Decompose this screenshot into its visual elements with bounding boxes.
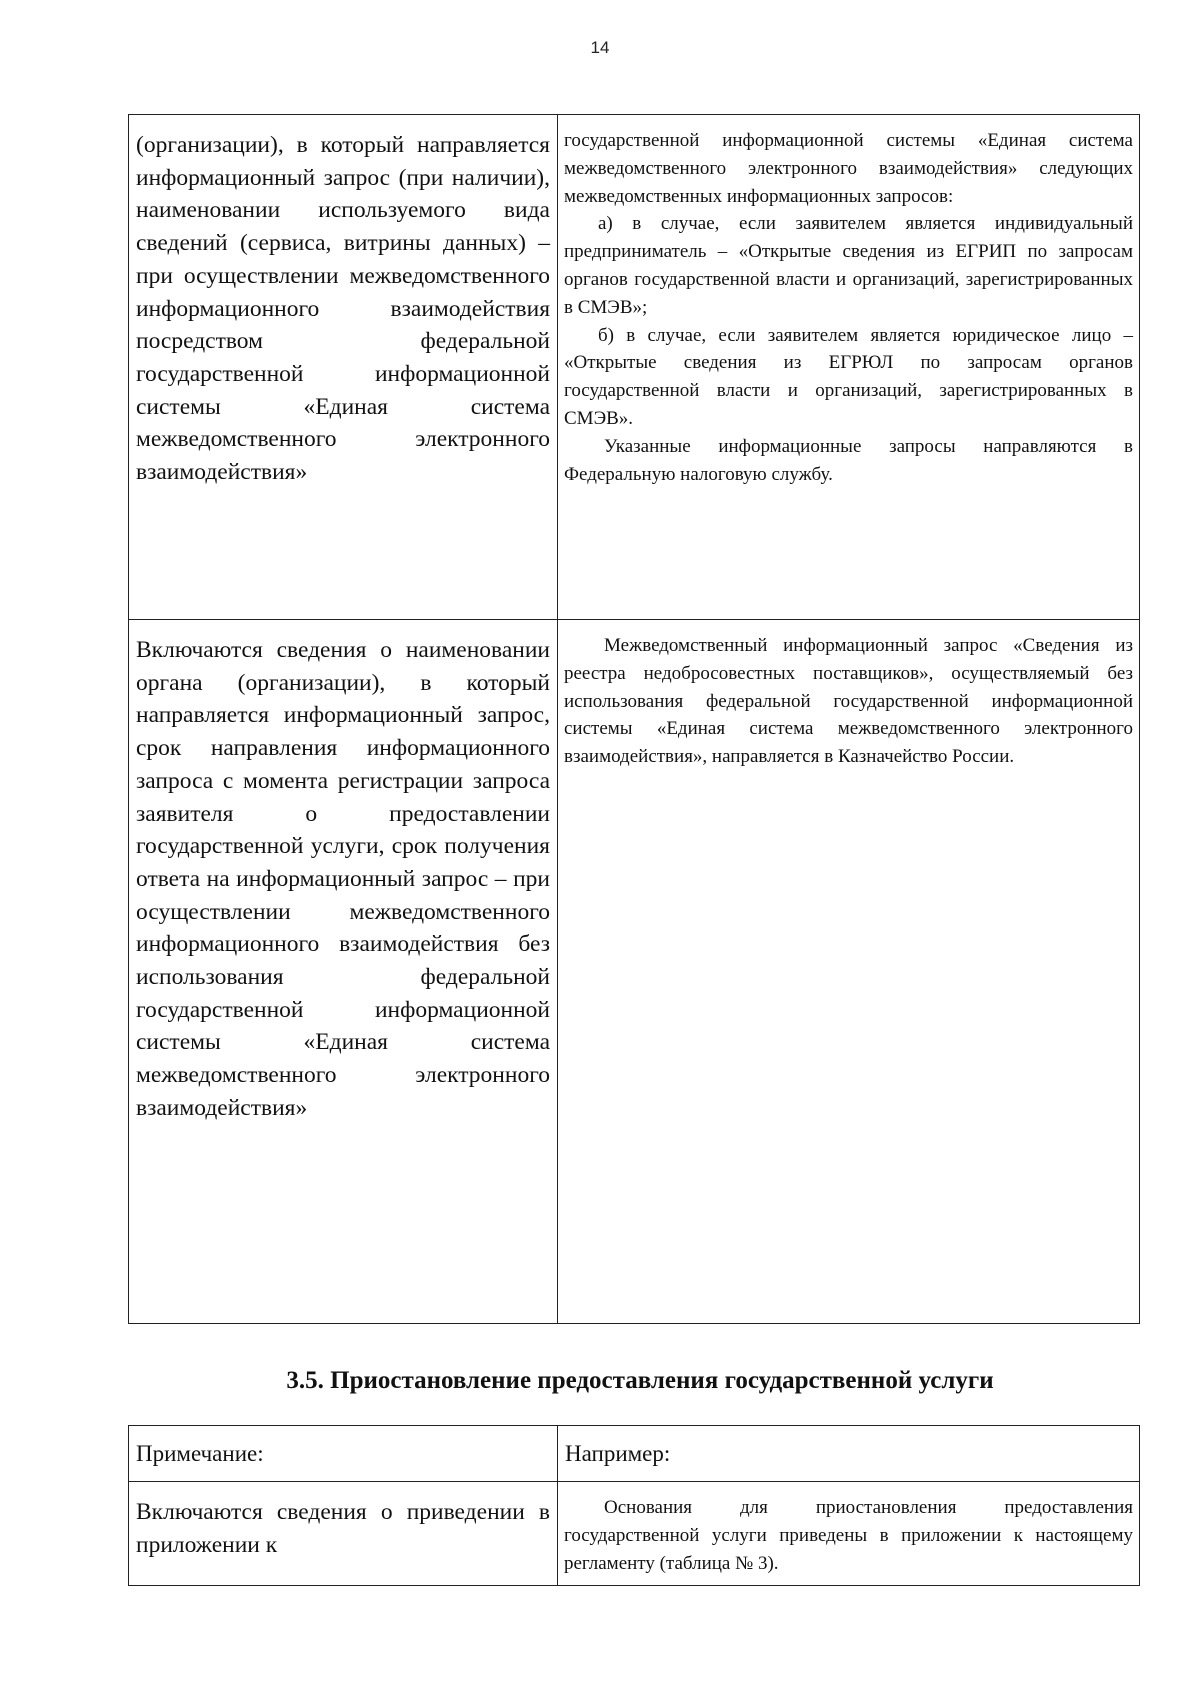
header-example: Например:: [558, 1426, 1140, 1482]
example-paragraph-conclusion: Указанные информационные запросы направляются в Федеральную налоговую службу.: [564, 435, 1133, 485]
page-number: 14: [590, 38, 610, 57]
header-note: Примечание:: [129, 1426, 558, 1482]
requests-table: [128, 114, 1140, 1324]
example-paragraph-a: а) в случае, если заявителем является индивидуальный предприниматель – «Открытые сведения из ЕГРИП по запросам органов государственной власти и организаций, зарегистрированных в СМЭВ»;: [564, 213, 1133, 318]
section-heading: 3.5. Приостановление предоставления государственной услуги: [286, 1367, 994, 1394]
example-cell: [558, 115, 1140, 620]
example-paragraph: государственной информационной системы «Единая система межведомственного электронного взаимодействия» следующих межведомственных информационных запросов:: [564, 130, 1133, 207]
note-cell: [129, 620, 558, 1324]
example-paragraph: Межведомственный информационный запрос «Сведения из реестра недобросовестных поставщиков», осуществляемый без использования федеральной государственной информационной системы «Единая система межведомственного электронного взаимодействия», направляется в Казначейство России.: [564, 635, 1133, 768]
note-cell: [129, 1482, 558, 1586]
example-paragraph: Основания для приостановления предоставления государственной услуги приведены в приложении к настоящему регламенту (таблица № 3).: [564, 1497, 1133, 1574]
table-row: [129, 115, 1140, 620]
note-text: Включаются сведения о приведении в приложении к: [136, 1499, 550, 1558]
example-paragraph-b: б) в случае, если заявителем является юридическое лицо – «Открытые сведения из ЕГРЮЛ по запросам органов государственной власти и организаций, зарегистрированных в СМЭВ».: [564, 324, 1133, 429]
table-row: [129, 620, 1140, 1324]
note-cell: [129, 115, 558, 620]
example-cell: [558, 1482, 1140, 1586]
example-cell: [558, 620, 1140, 1324]
note-text: (организации), в который направляется информационный запрос (при наличии), наименовании используемого вида сведений (сервиса, витрины данных) – при осуществлении межведомственного информационного взаимодействия посредством федеральной государственной информационной системы «Единая система межведомственного электронного взаимодействия»: [136, 132, 550, 486]
table-header-row: [129, 1426, 1140, 1482]
table-row: [129, 1482, 1140, 1586]
suspension-table: [128, 1425, 1140, 1586]
note-text: Включаются сведения о наименовании органа (организации), в который направляется информационный запрос, срок направления информационного запроса с момента регистрации запроса заявителя о предоставлении государственной услуги, срок получения ответа на информационный запрос – при осуществлении межведомственного информационного взаимодействия без использования федеральной государственной информационной системы «Единая система межведомственного электронного взаимодействия»: [136, 637, 550, 1121]
